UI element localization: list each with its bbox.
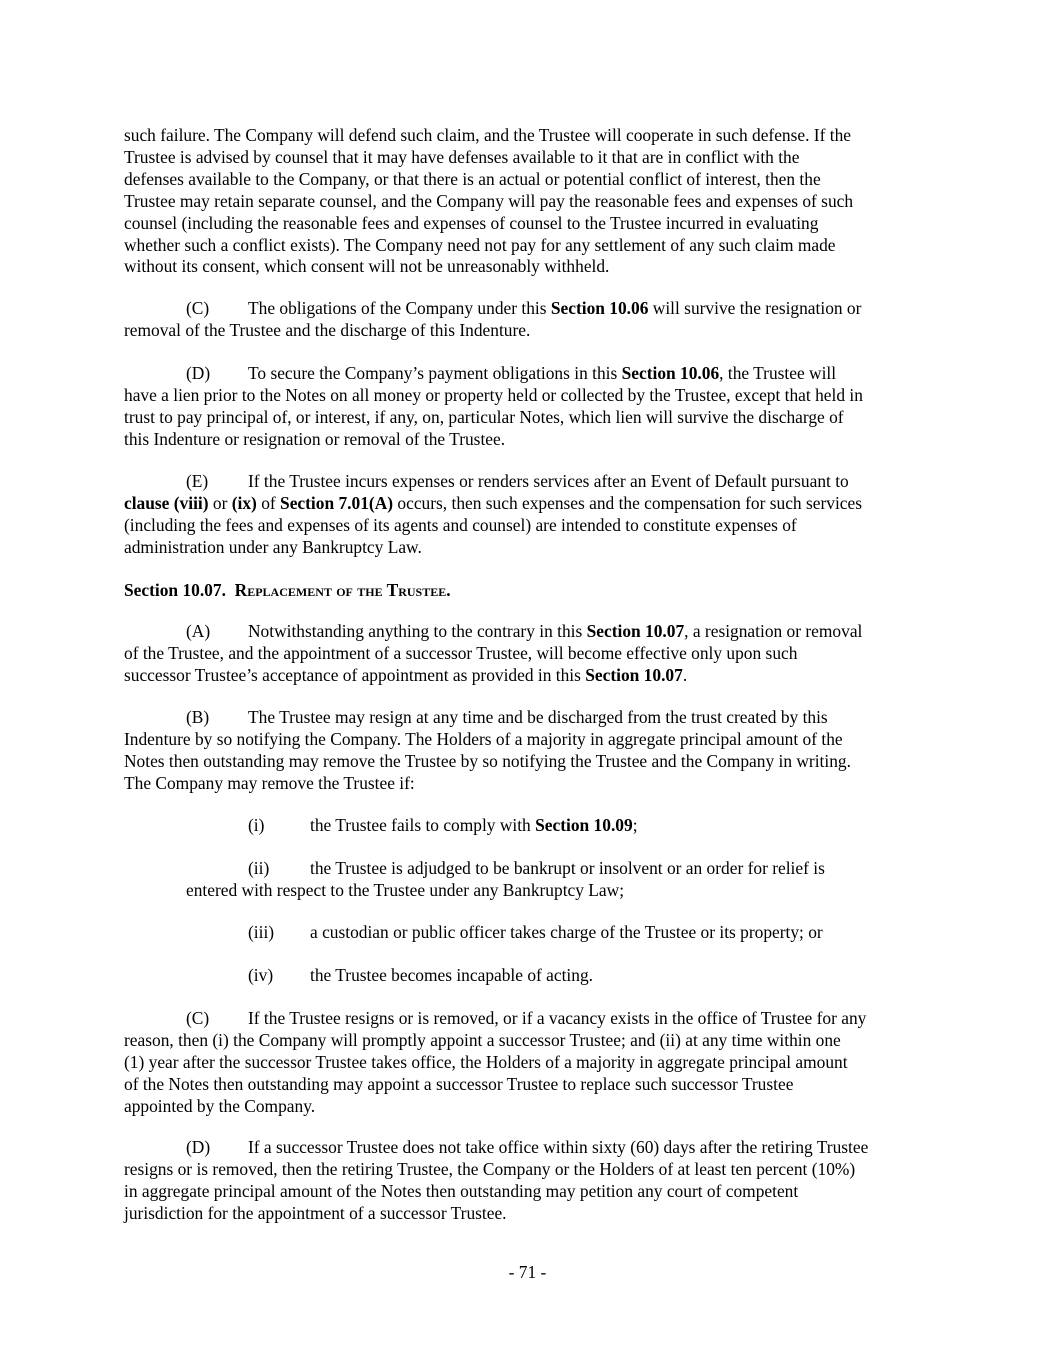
clause-reference: (ix): [231, 492, 257, 513]
paragraph-e: [124, 471, 936, 559]
item-label: (iii): [248, 922, 275, 942]
text-line: defenses available to the Company, or that there is an actual or potential conflict of interest, then the: [124, 168, 821, 189]
text-line: appointed by the Company.: [124, 1095, 316, 1116]
text-line: have a lien prior to the Notes on all money or property held or collected by the Trustee, except that held in: [124, 384, 863, 405]
text-line: without its consent, which consent will not be unreasonably withheld.: [124, 256, 610, 277]
text-line: entered with respect to the Trustee under any Bankruptcy Law;: [186, 879, 625, 900]
text-line: resigns or is removed, then the retiring Trustee, the Company or the Holders of at least ten percent (10%): [124, 1158, 856, 1179]
item-label: (i): [248, 815, 265, 835]
paragraph-d-10-07: [124, 1137, 936, 1225]
text-line: Indenture by so notifying the Company. The Holders of a majority in aggregate principal amount of the: [124, 728, 843, 749]
list-item-iii: (iii) a custodian or public officer takes charge of the Trustee or its property; or: [248, 922, 823, 942]
section-reference: Section 10.07: [586, 621, 685, 641]
list-item-i: (i) the Trustee fails to comply with Section 10.09;: [248, 815, 638, 835]
text-line: (E) If the Trustee incurs expenses or renders services after an Event of Default pursuant to: [186, 471, 849, 491]
intro-paragraph: [124, 125, 936, 278]
text-line: whether such a conflict exists). The Company need not pay for any settlement of any such claim made: [124, 234, 836, 255]
text-line: (including the fees and expenses of its agents and counsel) are intended to constitute expenses of: [124, 514, 797, 535]
text-line: (D) If a successor Trustee does not take office within sixty (60) days after the retiring Trustee: [186, 1137, 869, 1157]
text-line: Trustee is advised by counsel that it may have defenses available to it that are in conflict with the: [124, 146, 800, 167]
paragraph-b-10-07: [124, 707, 936, 795]
text-line: (C) If the Trustee resigns or is removed, or if a vacancy exists in the office of Trustee for any: [186, 1008, 867, 1028]
text-line: (A) Notwithstanding anything to the contrary in this Section 10.07, a resignation or removal: [186, 621, 863, 641]
text-line: Trustee may retain separate counsel, and the Company will pay the reasonable fees and expenses of such: [124, 190, 854, 211]
text-line: such failure. The Company will defend such claim, and the Trustee will cooperate in such defense. If the: [124, 125, 851, 145]
clause-label: (D): [186, 363, 211, 383]
clause-label: (D): [186, 1137, 211, 1157]
text-line: administration under any Bankruptcy Law.: [124, 536, 422, 557]
section-reference: Section 10.09: [535, 815, 633, 835]
text-line: this Indenture or resignation or removal of the Trustee.: [124, 428, 506, 449]
text-line: (ii) the Trustee is adjudged to be bankrupt or insolvent or an order for relief is: [248, 858, 825, 878]
section-title: Replacement of the Trustee.: [234, 580, 451, 600]
list-item-ii: [186, 858, 936, 902]
list-item-iv: (iv) the Trustee becomes incapable of acting.: [248, 965, 593, 985]
item-label: (ii): [248, 858, 270, 878]
text-line: trust to pay principal of, or interest, if any, on, particular Notes, which lien will survive the discharge of: [124, 406, 844, 427]
text-line: (D) To secure the Company’s payment obligations in this Section 10.06, the Trustee will: [186, 363, 837, 383]
text-line: in aggregate principal amount of the Notes then outstanding may petition any court of competent: [124, 1180, 799, 1201]
text-line: Notes then outstanding may remove the Trustee by so notifying the Trustee and the Company in writing.: [124, 750, 851, 771]
paragraph-d: [124, 363, 936, 451]
text-line: (1) year after the successor Trustee takes office, the Holders of a majority in aggregate principal amount: [124, 1051, 848, 1072]
clause-label: (C): [186, 1008, 210, 1028]
text-line: The Company may remove the Trustee if:: [124, 772, 415, 793]
section-reference: Section 10.06: [621, 363, 720, 383]
clause-label: (B): [186, 707, 210, 727]
text-line: (C) The obligations of the Company under this Section 10.06 will survive the resignation or: [186, 298, 862, 318]
paragraph-a-10-07: [124, 621, 936, 687]
text-line: jurisdiction for the appointment of a successor Trustee.: [124, 1202, 507, 1223]
text-line: clause (viii) or (ix) of Section 7.01(A) occurs, then such expenses and the compensation for such services: [124, 492, 862, 513]
section-reference: Section 7.01(A): [280, 492, 394, 513]
page-number: - 71 -: [508, 1262, 547, 1282]
text-line: (B) The Trustee may resign at any time and be discharged from the trust created by this: [186, 707, 828, 727]
clause-label: (E): [186, 471, 209, 491]
text-line: of the Trustee, and the appointment of a successor Trustee, will become effective only upon such: [124, 642, 798, 663]
clause-label: (A): [186, 621, 211, 641]
section-heading: [124, 580, 936, 602]
item-label: (iv): [248, 965, 274, 985]
section-number: Section 10.07.: [124, 580, 226, 600]
paragraph-c-10-07: [124, 1008, 936, 1118]
text-line: of the Notes then outstanding may appoint a successor Trustee to replace such successor Trustee: [124, 1073, 794, 1094]
text-line: reason, then (i) the Company will promptly appoint a successor Trustee; and (ii) at any time within one: [124, 1029, 841, 1050]
paragraph-c: [124, 298, 936, 342]
clause-reference: clause (viii): [124, 492, 209, 513]
text-line: removal of the Trustee and the discharge of this Indenture.: [124, 319, 531, 340]
clause-label: (C): [186, 298, 210, 318]
text-line: counsel (including the reasonable fees and expenses of counsel to the Trustee incurred in evaluating: [124, 212, 819, 233]
section-reference: Section 10.06: [550, 298, 649, 318]
section-reference: Section 10.07: [585, 664, 683, 685]
text-line: successor Trustee’s acceptance of appointment as provided in this Section 10.07.: [124, 664, 688, 685]
